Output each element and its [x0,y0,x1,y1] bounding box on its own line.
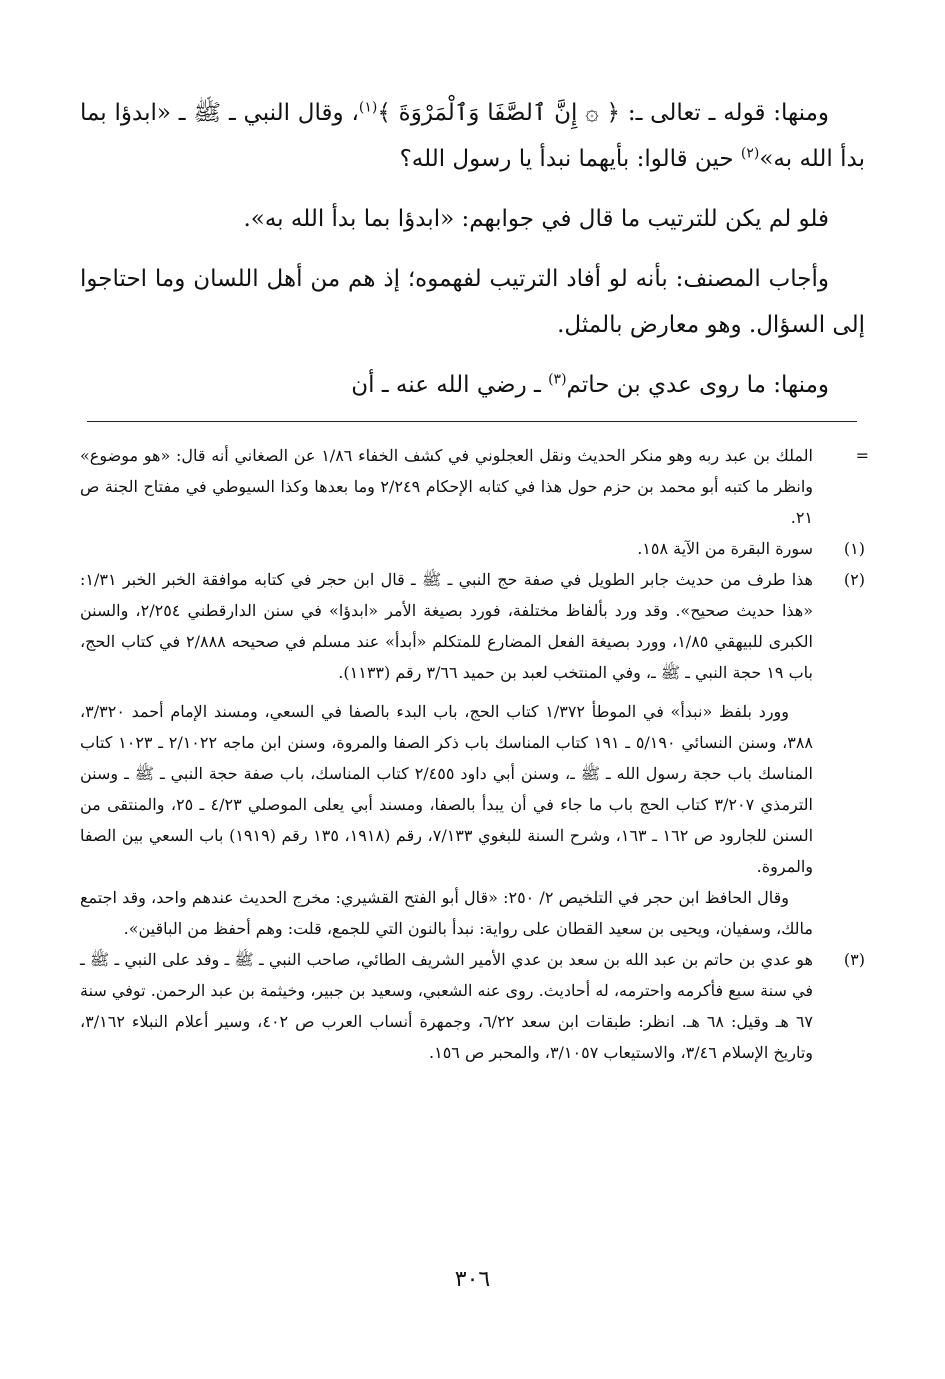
main-paragraph-4 [80,362,865,408]
footnote-2 [80,564,865,688]
main-paragraph-1-tail: حين قالوا: بأيهما نبدأ يا رسول الله؟ [399,146,741,172]
footnote-1-text: سورة البقرة من الآية ١٥٨. [637,539,813,558]
main-text [80,90,865,408]
main-paragraph-3: وأجاب المصنف: بأنه لو أفاد الترتيب لفهموه؛ إذ هم من أهل اللسان وما احتاجوا إلى السؤال. وهو معارض بالمثل. [80,266,865,338]
footnote-continuation-text: الملك بن عبد ربه وهو منكر الحديث ونقل العجلوني في كشف الخفاء ١/٨٦ عن الصغاني أنه قال: «هو موضوع» وانظر ما كتبه أبو محمد بن حزم حول هذا في كتابه الإحكام ٢/٢٤٩ وما بعدها وكذا السيوطي في مفتاح الجنة ص ٢١. [80,446,814,527]
footnote-continuation [80,440,869,533]
footnote-number-2: (٢) [843,570,865,589]
footnote-3 [80,944,865,1068]
footnote-3-text: هو عدي بن حاتم بن عبد الله بن سعد بن عدي الأمير الشريف الطائي، صاحب النبي ـ ﷺ ـ وفد على النبي ـ ﷺ ـ في سنة سبع فأكرمه واحترمه، له أحاديث. روى عنه الشعبي، وسعيد بن جبير، وخيثمة بن عبد الرحمن. توفي سنة ٦٧ هـ وقيل: ٦٨ هـ. انظر: طبقات ابن سعد ٦/٢٢، وجمهرة أنساب العرب ص ٤٠٢، وسير أعلام النبلاء ٣/١٦٢، وتاريخ الإسلام ٣/٤٦، والاستيعاب ٣/١٠٥٧، والمحبر ص ١٥٦. [80,950,814,1062]
quran-quote: ومنها: قوله ـ تعالى ـ: ﴿ ۞ إِنَّ ٱلصَّفَا وَٱلْمَرْوَةَ ﴾ [377,100,829,126]
footnote-ref-3[interactable]: (٣) [548,371,567,388]
footnotes [80,440,869,1068]
footnote-ref-2[interactable]: (٢) [740,145,760,162]
footnote-2-paragraph-2: وورد بلفظ «نبدأ» في الموطأ ١/٣٧٢ كتاب الحج، باب البدء بالصفا في السعي، ومسند الإمام أحمد ٣/٣٢٠، ٣٨٨، وسنن النسائي ٥/١٩٠ ـ ١٩١ كتاب المناسك باب ذكر الصفا والمروة، وسنن ابن ماجه ٢/١٠٢٢ ـ ١٠٢٣ كتاب المناسك باب حجة رسول الله ـ ﷺ ـ، وسنن أبي داود ٢/٤٥٥ كتاب المناسك، باب صفة حجة النبي ـ ﷺ ـ وسنن الترمذي ٣/٢٠٧ كتاب الحج باب ما جاء في أن يبدأ بالصفا، ومسند أبي يعلى الموصلي ٤/٢٣ ـ ٢٥، والمنتقى من السنن للجارود ص ١٦٢ ـ ١٦٣، وشرح السنة للبغوي ٧/١٣٣، رقم (١٩١٨، ١٣٥ رقم (١٩١٩) باب السعي بين الصفا والمروة. [80,702,814,876]
hadith-quote: ، وقال النبي ـ ﷺ ـ «ابدؤا بما بدأ الله به» [80,100,865,172]
footnote-number-3: (٣) [843,950,865,969]
footnote-2-paragraph-3: وقال الحافظ ابن حجر في التلخيص ٢/ ٢٥٠: «قال أبو الفتح القشيري: مخرج الحديث عندهم واحد، وقد اجتمع مالك، وسفيان، ويحيى بن سعيد القطان على رواية: نبدأ بالنون التي للجمع، قلت: وهم أحفظ من الباقين». [80,888,813,938]
footnote-2-text: هذا طرف من حديث جابر الطويل في صفة حج النبي ـ ﷺ ـ قال ابن حجر في كتابه موافقة الخبر الخبر ١/٣١: «هذا حديث صحيح». وقد ورد بألفاظ مختلفة، فورد بصيغة الأمر «ابدؤا» في سنن الدارقطني ٢/٢٥٤، والسنن الكبرى للبيهقي ١/٨٥، وورد بصيغة الفعل المضارع للمتكلم «أبدأ» عند مسلم في صحيحه ٢/٨٨٨ في كتاب الحج، باب ١٩ حجة النبي ـ ﷺ ـ، وفي المنتخب لعبد بن حميد ٣/٦٦ رقم (١١٣٣). [80,570,814,682]
continuation-marker: = [855,446,869,465]
footnote-1 [80,533,865,564]
main-paragraph-4-head: ومنها: ما روى عدي بن حاتم [566,372,829,398]
footnote-ref-1[interactable]: (١) [358,99,378,116]
footnote-divider [87,421,857,422]
footnote-number-1: (١) [843,539,865,558]
main-paragraph-4-tail: ـ رضي الله عنه ـ أن [351,372,549,398]
main-paragraph-2: فلو لم يكن للترتيب ما قال في جوابهم: «ابدؤا بما بدأ الله به». [243,206,829,232]
page-number: ٣٠٦ [454,1267,491,1292]
main-paragraph-1 [80,90,865,182]
